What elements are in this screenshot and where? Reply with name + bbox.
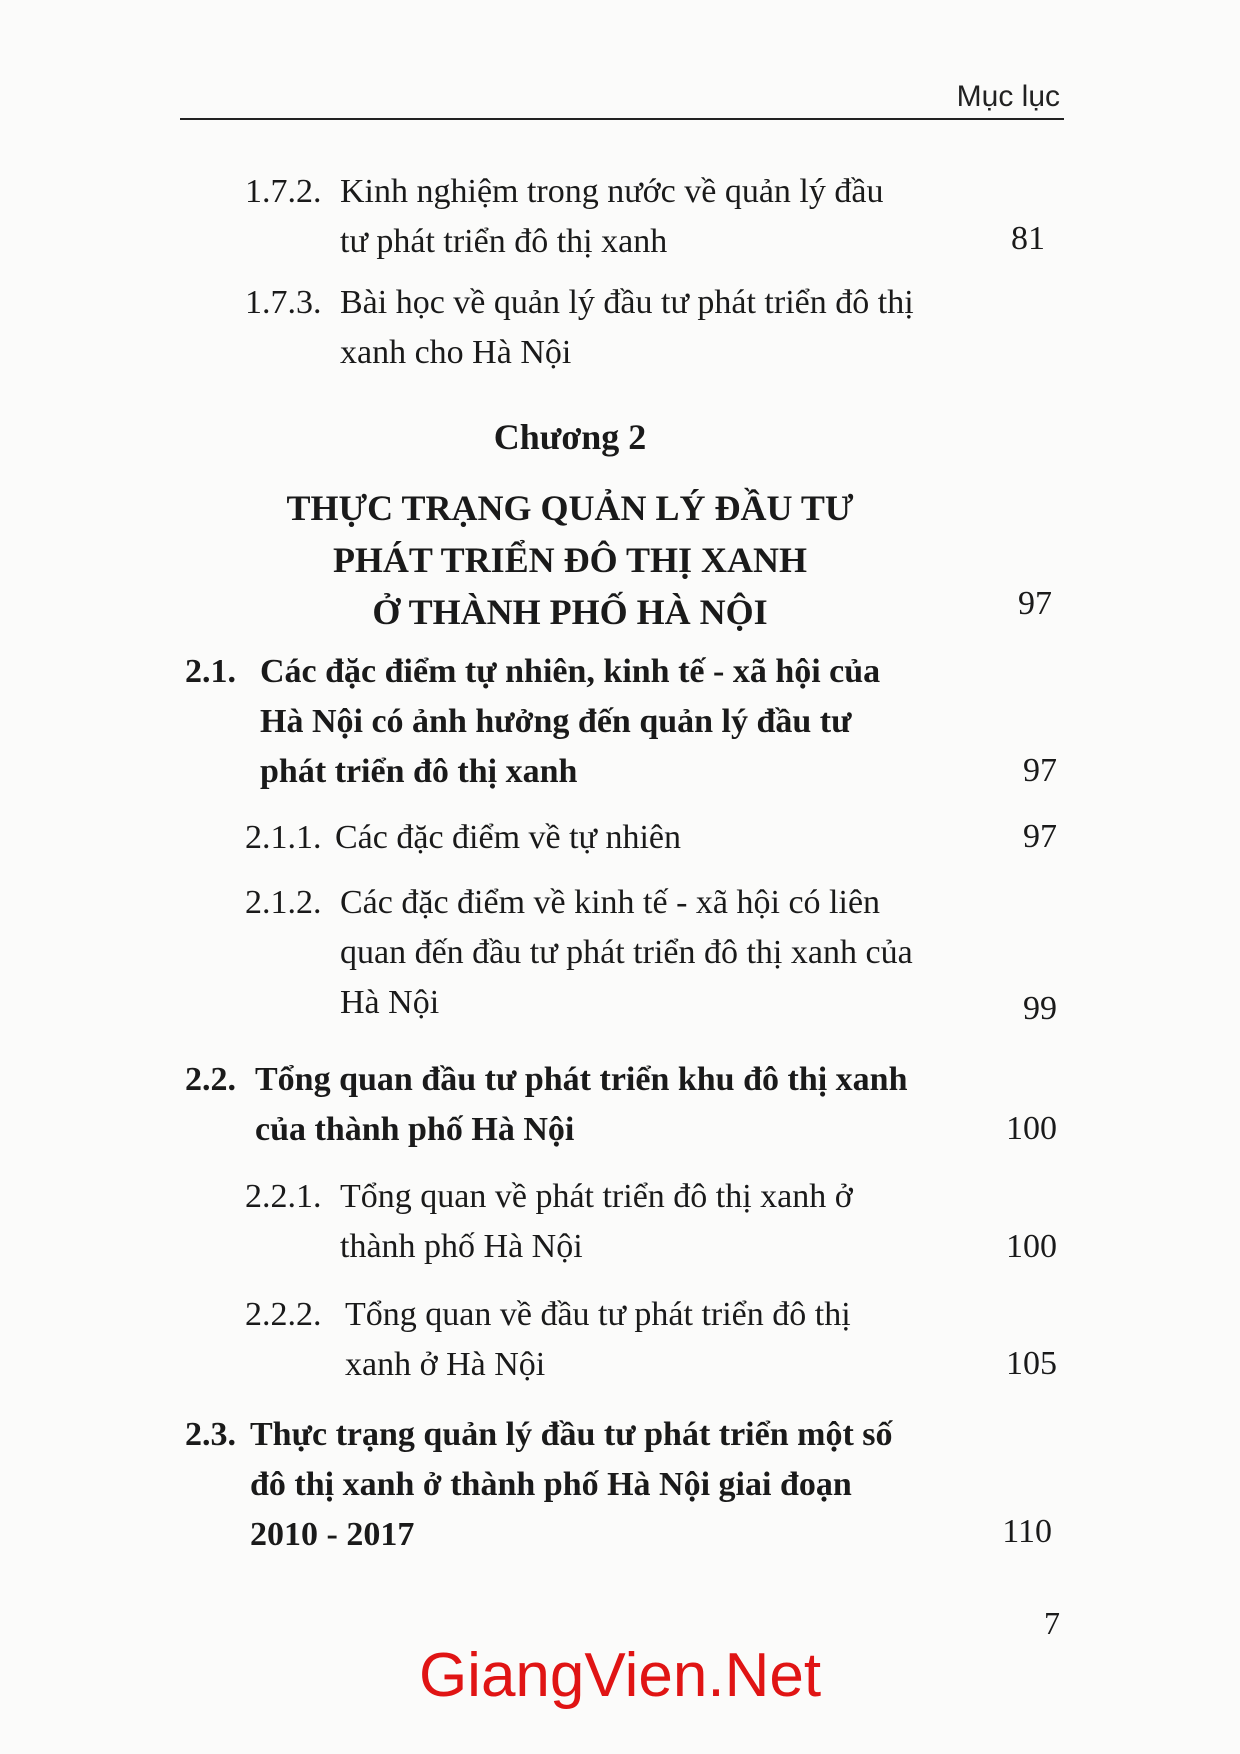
toc-entry-number: 1.7.2. bbox=[245, 173, 322, 210]
toc-entry bbox=[245, 813, 935, 863]
chapter-heading bbox=[260, 412, 880, 638]
toc-entry-text: Các đặc điểm về tự nhiên bbox=[335, 819, 682, 856]
toc-entry-number: 1.7.3. bbox=[245, 284, 322, 321]
toc-page-number: 97 bbox=[1018, 585, 1052, 622]
toc-entry bbox=[185, 647, 935, 797]
toc-entry bbox=[245, 1172, 935, 1272]
toc-entry-number: 2.1.1. bbox=[245, 819, 322, 856]
toc-entry-text: Tổng quan đầu tư phát triển khu đô thị xanh của thành phố Hà Nội bbox=[255, 1061, 908, 1148]
page-folio: 7 bbox=[1044, 1605, 1060, 1641]
toc-page-number: 81 bbox=[1011, 220, 1045, 257]
toc-entry bbox=[245, 278, 925, 378]
header-rule bbox=[180, 118, 1064, 120]
chapter-label: Chương 2 bbox=[493, 417, 647, 457]
toc-entry-text: Các đặc điểm về kinh tế - xã hội có liên quan đến đầu tư phát triển đô thị xanh của Hà Nội bbox=[340, 884, 913, 1021]
toc-entry-number: 2.1. bbox=[185, 653, 236, 690]
toc-entry-number: 2.2.2. bbox=[245, 1296, 322, 1333]
toc-page-number: 100 bbox=[1006, 1228, 1057, 1265]
toc-entry bbox=[245, 1290, 935, 1390]
toc-entry bbox=[245, 878, 935, 1028]
chapter-title: THỰC TRẠNG QUẢN LÝ ĐẦU TƯ PHÁT TRIỂN ĐÔ THỊ XANH Ở THÀNH PHỐ HÀ NỘI bbox=[286, 488, 854, 632]
toc-entry-text: Kinh nghiệm trong nước về quản lý đầu tư phát triển đô thị xanh bbox=[340, 173, 884, 260]
toc-entry-text: Các đặc điểm tự nhiên, kinh tế - xã hội của Hà Nội có ảnh hưởng đến quản lý đầu tư phát triển đô thị xanh bbox=[260, 653, 881, 790]
toc-page-number: 105 bbox=[1006, 1345, 1057, 1382]
toc-page-number: 110 bbox=[1002, 1513, 1052, 1550]
toc-entry-text: Tổng quan về phát triển đô thị xanh ở thành phố Hà Nội bbox=[340, 1178, 853, 1265]
toc-page-number: 100 bbox=[1006, 1110, 1057, 1147]
toc-entry bbox=[185, 1410, 935, 1560]
toc-page-number: 97 bbox=[1023, 752, 1057, 789]
toc-entry-text: Bài học về quản lý đầu tư phát triển đô thị xanh cho Hà Nội bbox=[340, 284, 914, 371]
toc-page-number: 99 bbox=[1023, 990, 1057, 1027]
running-header: Mục lục bbox=[956, 80, 1060, 113]
watermark-text: GiangVien.Net bbox=[418, 1641, 822, 1710]
toc-entry-text: Tổng quan về đầu tư phát triển đô thị xanh ở Hà Nội bbox=[345, 1296, 851, 1383]
toc-entry-number: 2.3. bbox=[185, 1416, 236, 1453]
toc-entry-text: Thực trạng quản lý đầu tư phát triển một số đô thị xanh ở thành phố Hà Nội giai đoạn 2010 - 2017 bbox=[250, 1416, 893, 1553]
toc-entry-number: 2.2.1. bbox=[245, 1178, 322, 1215]
toc-entry-number: 2.1.2. bbox=[245, 884, 322, 921]
toc-entry bbox=[185, 1055, 935, 1155]
toc-entry-number: 2.2. bbox=[185, 1061, 236, 1098]
toc-page-number: 97 bbox=[1023, 818, 1057, 855]
toc-entry bbox=[245, 167, 925, 267]
